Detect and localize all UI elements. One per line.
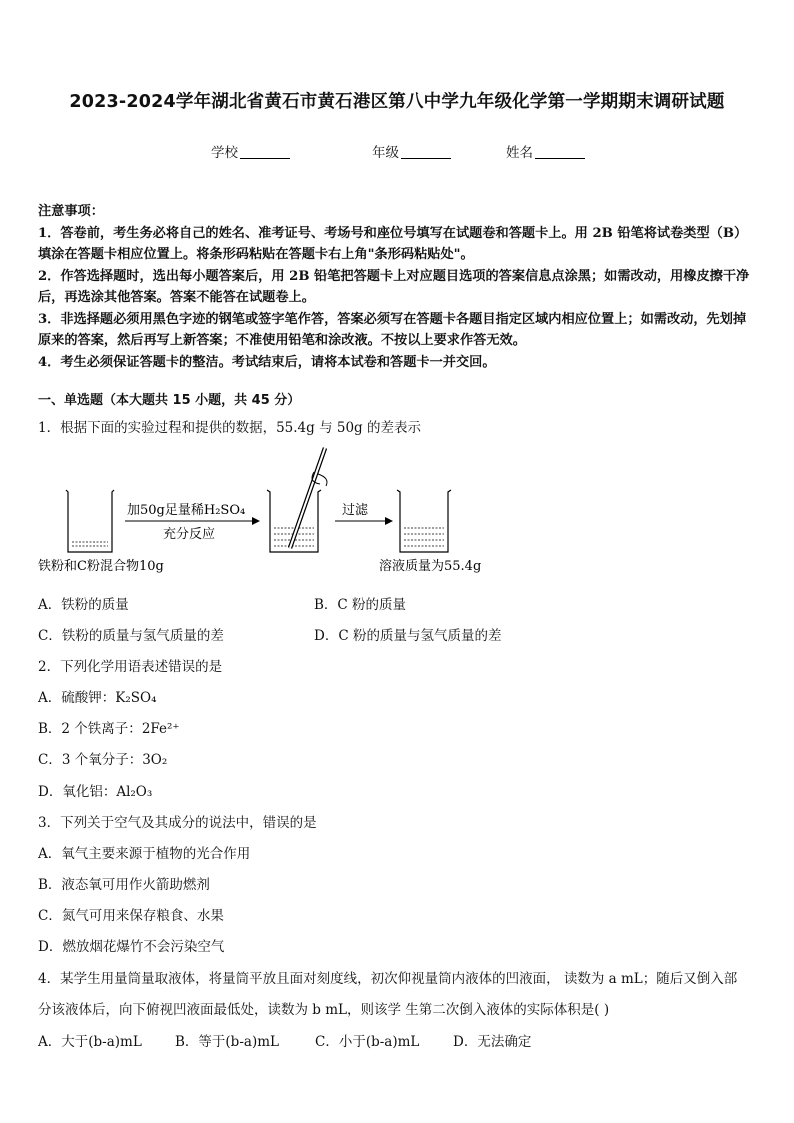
q2-option-c[interactable] <box>38 748 167 768</box>
arrow-2-head <box>385 517 393 525</box>
q4-option-a[interactable]: A．大于(b-a)mL <box>38 1034 142 1050</box>
q1-stem: 1．根据下面的实验过程和提供的数据，55.4g 与 50g 的差表示 <box>38 420 421 436</box>
q4-stem-line1: 4．某学生用量筒量取液体，将量筒平放且面对刻度线，初次仰视量筒内液体的凹液面， 读数为 a mL；随后又倒入部 <box>38 971 738 987</box>
experiment-diagram <box>30 444 500 579</box>
name-blank[interactable] <box>535 144 585 159</box>
grade-label: 年级 <box>372 145 399 161</box>
q4-option-d[interactable]: D．无法确定 <box>453 1034 532 1050</box>
notice-heading: 注意事项： <box>38 204 104 219</box>
option-prefix: C．3 个氧分子： <box>38 752 143 768</box>
name-label: 姓名 <box>506 145 533 161</box>
arrow-1-head <box>252 517 260 525</box>
q1-option-d[interactable]: D．C 粉的质量与氢气质量的差 <box>314 628 502 644</box>
school-label: 学校 <box>211 145 238 161</box>
notice-block <box>38 201 758 373</box>
q3-option-b[interactable]: B．液态氧可用作火箭助燃剂 <box>38 877 210 893</box>
page-title: 2023-2024学年湖北省黄石市黄石港区第八中学九年级化学第一学期期末调研试题 <box>69 92 725 112</box>
beaker-1 <box>66 490 114 552</box>
q3-stem: 3．下列关于空气及其成分的说法中，错误的是 <box>38 815 317 831</box>
q2-option-a[interactable] <box>38 686 156 706</box>
q4-option-b[interactable]: B．等于(b-a)mL <box>175 1034 279 1050</box>
name-field[interactable] <box>506 141 585 161</box>
grade-field[interactable] <box>372 141 451 161</box>
school-field[interactable] <box>211 141 290 161</box>
school-blank[interactable] <box>240 144 290 159</box>
step1-top-label: 加50g足量稀H₂SO₄ <box>127 503 246 518</box>
q1-option-a[interactable]: A．铁粉的质量 <box>38 597 129 613</box>
option-prefix: A．硫酸钾： <box>38 690 116 706</box>
beaker-3 <box>397 490 451 552</box>
stirring-rod <box>290 448 327 548</box>
section-heading: 一、单选题（本大题共 15 小题，共 45 分） <box>38 393 301 408</box>
option-prefix: D．氧化铝： <box>38 784 117 800</box>
chem-formula: K₂SO₄ <box>115 690 157 706</box>
grade-blank[interactable] <box>401 144 451 159</box>
q2-stem: 2．下列化学用语表述错误的是 <box>38 659 223 675</box>
right-caption: 溶液质量为55.4g <box>379 559 482 574</box>
q2-option-b[interactable] <box>38 717 180 737</box>
notice-item: 3．非选择题必须用黑色字迹的钢笔或签字笔作答，答案必须写在答题卡各题目指定区域内相应位置上；如需改动，先划掉原来的答案，然后再写上新答案；不准使用铅笔和涂改液。不按以上要求作答无效。 <box>38 311 747 348</box>
notice-item: 1．答卷前，考生务必将自己的姓名、准考证号、考场号和座位号填写在试题卷和答题卡上。用 2B 铅笔将试卷类型（B）填涂在答题卡相应位置上。将条形码粘贴在答题卡右上角"条形码粘贴处"。 <box>38 225 748 262</box>
notice-item: 2．作答选择题时，选出每小题答案后，用 2B 铅笔把答题卡上对应题目选项的答案信息点涂黑；如需改动，用橡皮擦干净后，再选涂其他答案。答案不能答在试题卷上。 <box>38 268 750 305</box>
q4-option-c[interactable]: C．小于(b-a)mL <box>315 1034 420 1050</box>
q1-option-b[interactable]: B．C 粉的质量 <box>314 597 407 613</box>
step1-bottom-label: 充分反应 <box>163 527 216 542</box>
chem-formula: Al₂O₃ <box>116 784 153 800</box>
option-prefix: B．2 个铁离子： <box>38 721 142 737</box>
q4-stem-line2: 分该液体后，向下俯视凹液面最低处，读数为 b mL，则该学 生第二次倒入液体的实际体积是( ) <box>38 1002 610 1018</box>
chem-formula: 2Fe²⁺ <box>141 721 180 737</box>
chem-formula: 3O₂ <box>142 752 168 768</box>
q2-option-d[interactable] <box>38 780 152 800</box>
step2-label: 过滤 <box>342 503 369 518</box>
q3-option-a[interactable]: A．氧气主要来源于植物的光合作用 <box>38 846 251 862</box>
q3-option-c[interactable]: C．氮气可用来保存粮食、水果 <box>38 908 224 924</box>
notice-item: 4．考生必须保证答题卡的整洁。考试结束后，请将本试卷和答题卡一并交回。 <box>38 354 496 370</box>
q1-option-c[interactable]: C．铁粉的质量与氢气质量的差 <box>38 628 224 644</box>
q3-option-d[interactable]: D．燃放烟花爆竹不会污染空气 <box>38 939 225 955</box>
left-caption: 铁粉和C粉混合物10g <box>38 559 164 574</box>
